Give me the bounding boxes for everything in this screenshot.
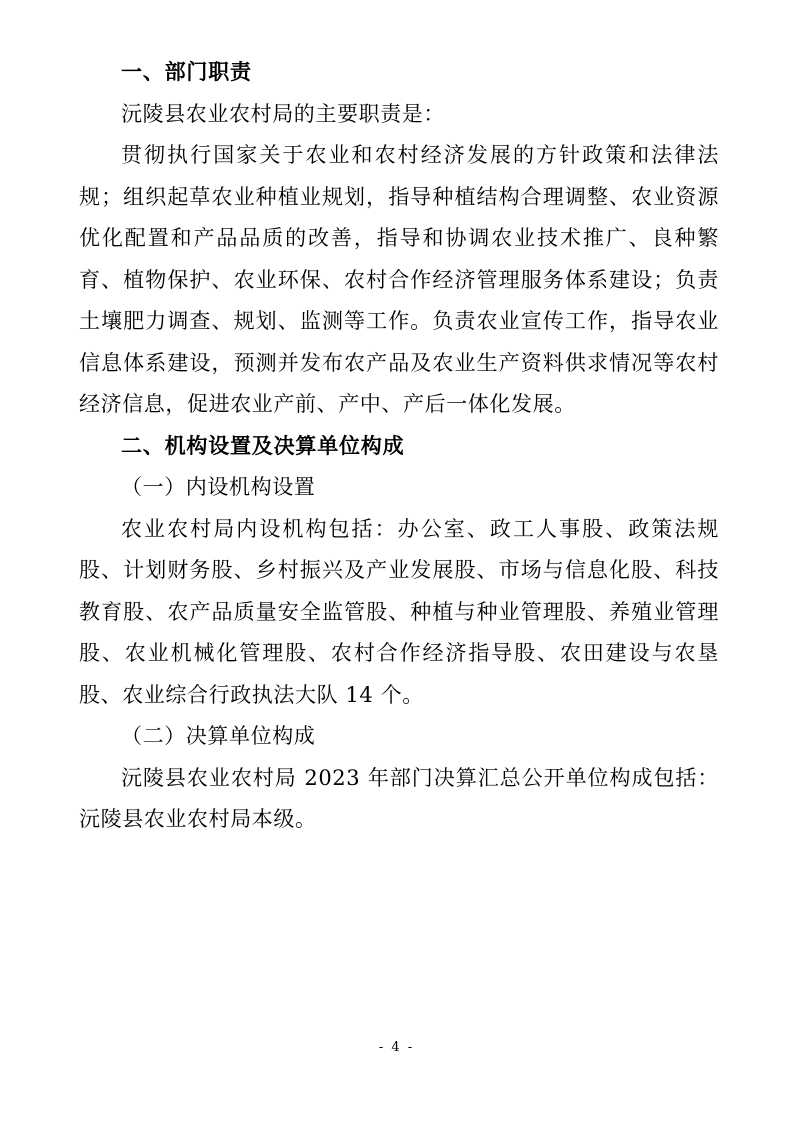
duties-paragraph: 贯彻执行国家关于农业和农村经济发展的方针政策和法律法规；组织起草农业种植业规划，指导种植结构合理调整、农业资源优化配置和产品品质的改善，指导和协调农业技术推广、良种繁育、植物保护、农业环保、农村合作经济管理服务体系建设；负责土壤肥力调查、规划、监测等工作。负责农业宣传工作，指导农业信息体系建设，预测并发布农产品及农业生产资料供求情况等农村经济信息，促进农业产前、产中、产后一体化发展。 [79, 143, 719, 416]
subsection-heading-units: （二）决算单位构成 [121, 724, 316, 748]
section-heading-duties: 一、部门职责 [121, 60, 252, 84]
internal-departments-paragraph: 农业农村局内设机构包括：办公室、政工人事股、政策法规股、计划财务股、乡村振兴及产业发展股、市场与信息化股、科技教育股、农产品质量安全监管股、种植与种业管理股、养殖业管理股、农业机械化管理股、农村合作经济指导股、农田建设与农垦股、农业综合行政执法大队 14 个。 [79, 516, 719, 707]
document-body [79, 52, 719, 841]
units-paragraph: 沅陵县农业农村局 2023 年部门决算汇总公开单位构成包括：沅陵县农业农村局本级。 [79, 765, 719, 831]
subsection-heading-internal: （一）内设机构设置 [121, 475, 316, 499]
duties-intro: 沅陵县农业农村局的主要职责是： [121, 101, 445, 126]
section-heading-organization: 二、机构设置及决算单位构成 [121, 433, 405, 458]
page-number: - 4 - [378, 1040, 415, 1055]
